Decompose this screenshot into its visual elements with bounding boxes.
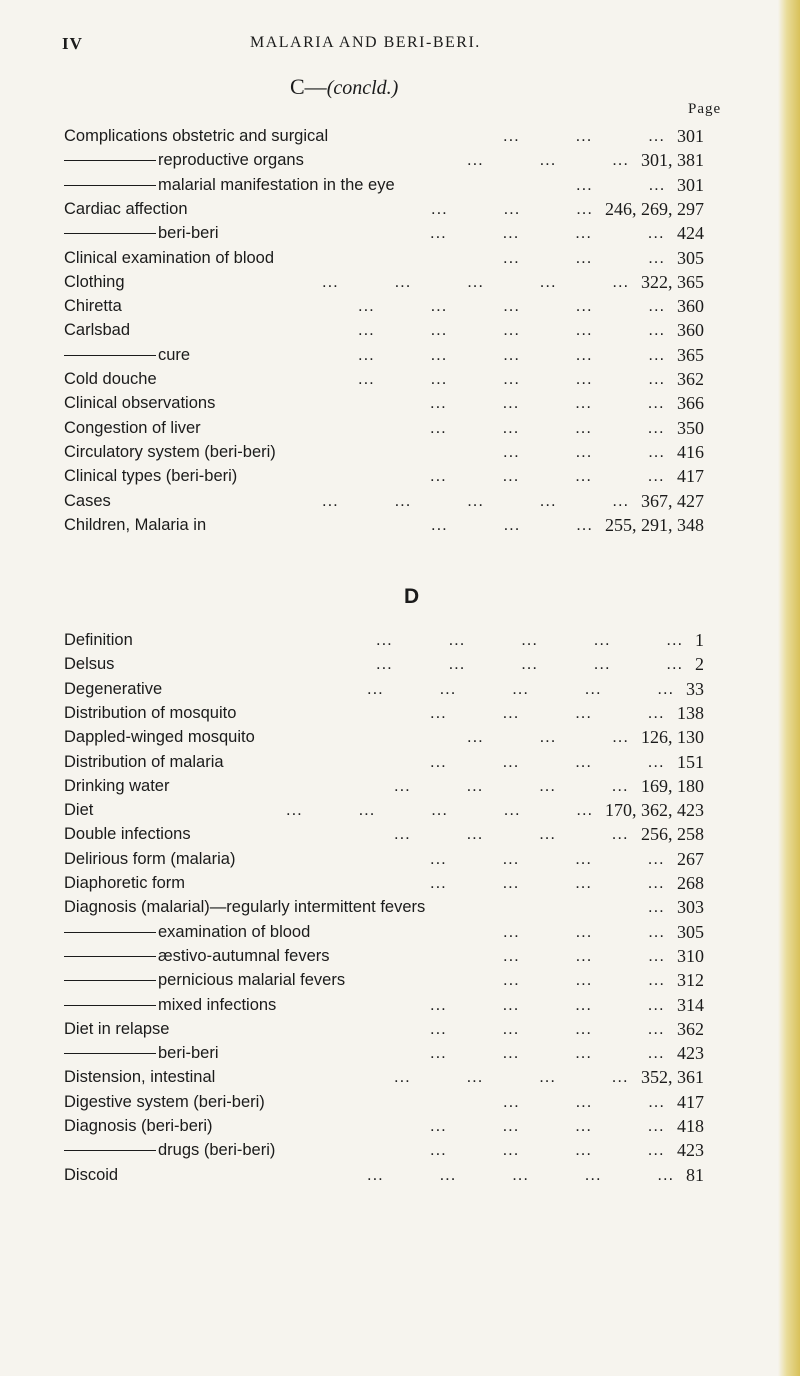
index-entry — [0, 1065, 800, 1089]
entry-pages: 303 — [677, 897, 704, 918]
leader-dots: ... ... ... — [503, 442, 665, 461]
index-entry — [0, 725, 800, 749]
index-entry — [0, 294, 800, 318]
entry-label: Double infections — [64, 825, 191, 844]
leader-dots: ... ... ... ... ... — [358, 345, 666, 364]
entry-label: mixed infections — [158, 995, 277, 1014]
entry-pages: 350 — [677, 417, 704, 438]
index-entry — [0, 173, 800, 197]
leader-dots: ... ... ... ... — [430, 1141, 665, 1160]
leader-dots: ... ... ... — [467, 728, 629, 747]
index-entry — [0, 464, 800, 488]
entry-label: Clinical examination of blood — [64, 248, 275, 267]
leader-dots: ... ... ... ... — [430, 224, 665, 243]
entry-label: Drinking water — [64, 776, 170, 795]
ditto-dash — [64, 1150, 156, 1151]
entry-pages: 417 — [677, 1091, 704, 1112]
entry-label: drugs (beri-beri) — [158, 1141, 276, 1160]
entry-pages: 310 — [677, 945, 704, 966]
entry-pages: 138 — [677, 702, 704, 723]
leader-dots: ... ... ... ... ... — [358, 297, 666, 316]
page-number: IV — [62, 34, 83, 53]
entry-pages: 423 — [677, 1043, 704, 1064]
index-entry — [0, 677, 800, 701]
entry-label: Dappled-winged mosquito — [64, 728, 255, 747]
entry-label: Delsus — [64, 655, 115, 674]
leader-dots: ... ... ... — [503, 1092, 665, 1111]
entry-label: beri-beri — [158, 224, 219, 243]
entry-label: æstivo-autumnal fevers — [158, 946, 330, 965]
entry-label: beri-beri — [158, 1044, 219, 1063]
index-entry — [0, 1041, 800, 1065]
index-entry — [0, 1090, 800, 1114]
index-entry — [0, 440, 800, 464]
entry-pages: 365 — [677, 344, 704, 365]
entry-label: Discoid — [64, 1165, 119, 1184]
entry-pages: 267 — [677, 848, 704, 869]
index-entry — [0, 246, 800, 270]
index-entry — [0, 920, 800, 944]
ditto-dash — [64, 956, 156, 957]
entry-label: Congestion of liver — [64, 418, 201, 437]
index-entry — [0, 628, 800, 652]
index-entry — [0, 1138, 800, 1162]
index-entry — [0, 750, 800, 774]
index-entry — [0, 1163, 800, 1187]
index-entry — [0, 822, 800, 846]
index-entry — [0, 197, 800, 221]
entry-pages: 362 — [677, 1018, 704, 1039]
ditto-dash — [64, 185, 156, 186]
index-entry — [0, 652, 800, 676]
entry-label: Delirious form (malaria) — [64, 849, 236, 868]
section-letter-c: C— — [290, 74, 327, 99]
entry-label: Diagnosis (malarial)—regularly intermittent fevers — [64, 898, 426, 917]
entry-pages: 169, 180 — [641, 775, 704, 796]
entry-pages: 418 — [677, 1116, 704, 1136]
leader-dots: ... ... ... ... ... — [322, 491, 630, 510]
leader-dots: ... ... ... ... — [430, 394, 665, 413]
entry-pages: 366 — [677, 393, 704, 414]
entry-pages: 305 — [677, 921, 704, 942]
entry-label: Chiretta — [64, 297, 122, 316]
entry-pages: 2 — [695, 654, 704, 675]
entry-pages: 126, 130 — [641, 727, 704, 748]
index-entry — [0, 343, 800, 367]
entry-label: Clinical types (beri-beri) — [64, 467, 238, 486]
entry-pages: 268 — [677, 873, 704, 893]
entry-pages: 246, 269, 297 — [605, 198, 704, 219]
entry-label: Distribution of mosquito — [64, 703, 237, 722]
leader-dots: ... ... ... ... ... — [322, 272, 630, 291]
leader-dots: ... ... ... — [503, 946, 665, 965]
leader-dots: ... ... ... ... — [430, 849, 665, 868]
leader-dots: ... ... ... — [503, 971, 665, 990]
entry-pages: 256, 258 — [641, 824, 704, 845]
entry-pages: 170, 362, 423 — [605, 800, 704, 821]
entry-label: Clinical observations — [64, 394, 216, 413]
entry-pages: 416 — [677, 441, 704, 462]
index-entry — [0, 944, 800, 968]
leader-dots: ... ... ... ... — [430, 752, 665, 771]
leader-dots: ... ... ... ... — [430, 467, 665, 486]
entry-label: reproductive organs — [158, 151, 304, 170]
entry-label: Children, Malaria in — [64, 515, 207, 534]
leader-dots: ... ... ... — [431, 515, 593, 534]
index-entry — [0, 1017, 800, 1041]
leader-dots: ... ... ... ... — [394, 776, 629, 795]
book-title: MALARIA AND BERI-BERI. — [250, 34, 481, 51]
leader-dots: ... ... ... — [503, 127, 665, 145]
entry-pages: 352, 361 — [641, 1067, 704, 1088]
leader-dots: ... ... ... ... — [430, 703, 665, 722]
index-entry — [0, 847, 800, 871]
leader-dots: ... ... ... ... — [430, 995, 665, 1014]
leader-dots: ... ... ... ... ... — [376, 631, 684, 649]
index-entry — [0, 774, 800, 798]
page-column-label: Page — [688, 101, 722, 117]
entry-pages: 301 — [677, 126, 704, 146]
entry-pages: 33 — [686, 678, 704, 699]
ditto-dash — [64, 980, 156, 981]
index-entry — [0, 513, 800, 537]
index-entry — [0, 318, 800, 342]
entry-label: Complications obstetric and surgical — [64, 127, 329, 145]
leader-dots: ... ... ... ... ... — [367, 679, 675, 698]
entry-label: examination of blood — [158, 922, 311, 941]
entry-pages: 1 — [695, 630, 704, 650]
entry-label: Diet — [64, 801, 94, 820]
leader-dots: ... ... ... ... — [430, 1019, 665, 1038]
index-entry — [0, 391, 800, 415]
entry-pages: 423 — [677, 1140, 704, 1161]
index-entry — [0, 124, 800, 148]
entry-pages: 301 — [677, 174, 704, 195]
leader-dots: ... ... ... ... — [430, 1117, 665, 1135]
leader-dots: ... ... ... ... — [430, 418, 665, 437]
entry-label: Distension, intestinal — [64, 1068, 216, 1087]
entry-pages: 360 — [677, 296, 704, 317]
leader-dots: ... ... ... — [503, 922, 665, 941]
leader-dots: ... ... ... ... ... — [358, 321, 666, 340]
ditto-dash — [64, 160, 156, 161]
leader-dots: ... ... ... ... — [394, 825, 629, 844]
index-entry — [0, 148, 800, 172]
ditto-dash — [64, 233, 156, 234]
index-entry — [0, 221, 800, 245]
index-entry — [0, 798, 800, 822]
index-entry — [0, 489, 800, 513]
entry-pages: 424 — [677, 223, 704, 244]
entry-pages: 322, 365 — [641, 271, 704, 292]
index-entry — [0, 701, 800, 725]
ditto-dash — [64, 1053, 156, 1054]
ditto-dash — [64, 1005, 156, 1006]
leader-dots: ... ... ... ... ... — [376, 655, 684, 674]
index-entry — [0, 416, 800, 440]
leader-dots: ... ... ... — [467, 151, 629, 170]
entry-pages: 151 — [677, 751, 704, 772]
leader-dots: ... ... ... — [503, 248, 665, 267]
index-entry — [0, 1114, 800, 1138]
leader-dots: ... — [648, 898, 665, 917]
entry-label: Clothing — [64, 272, 125, 291]
leader-dots: ... ... — [576, 175, 666, 194]
entry-pages: 314 — [677, 994, 704, 1015]
ditto-dash — [64, 355, 156, 356]
index-entry — [0, 968, 800, 992]
entry-label: Diaphoretic form — [64, 874, 186, 892]
entry-label: Diet in relapse — [64, 1019, 170, 1038]
entry-label: Distribution of malaria — [64, 752, 224, 771]
entry-label: cure — [158, 345, 191, 364]
entry-label: malarial manifestation in the eye — [158, 175, 395, 194]
leader-dots: ... ... ... ... — [430, 1044, 665, 1063]
entry-pages: 367, 427 — [641, 490, 704, 511]
entry-label: Cases — [64, 491, 111, 510]
entry-label: Definition — [64, 631, 133, 649]
entry-pages: 301, 381 — [641, 150, 704, 171]
entry-label: Cardiac affection — [64, 199, 188, 218]
entry-label: Degenerative — [64, 679, 163, 698]
leader-dots: ... ... ... ... ... — [367, 1165, 675, 1184]
section-subtitle: (concld.) — [326, 77, 399, 99]
entry-label: Digestive system (beri-beri) — [64, 1092, 265, 1111]
entry-pages: 81 — [686, 1164, 704, 1185]
entry-label: Diagnosis (beri-beri) — [64, 1117, 213, 1135]
ditto-dash — [64, 932, 156, 933]
entry-pages: 305 — [677, 247, 704, 268]
index-entry — [0, 270, 800, 294]
index-entry — [0, 895, 800, 919]
index-entry — [0, 871, 800, 895]
entry-pages: 362 — [677, 369, 704, 389]
leader-dots: ... ... ... ... ... — [286, 801, 594, 820]
entry-pages: 360 — [677, 320, 704, 341]
entry-pages: 417 — [677, 466, 704, 487]
leader-dots: ... ... ... ... ... — [358, 370, 666, 388]
index-entry — [0, 367, 800, 391]
entry-label: Carlsbad — [64, 321, 131, 340]
leader-dots: ... ... ... — [431, 199, 593, 218]
entry-label: pernicious malarial fevers — [158, 971, 346, 990]
index-entry — [0, 993, 800, 1017]
entry-label: Cold douche — [64, 370, 157, 388]
leader-dots: ... ... ... ... — [430, 874, 665, 892]
entry-label: Circulatory system (beri-beri) — [64, 442, 276, 461]
entry-pages: 255, 291, 348 — [605, 514, 704, 535]
leader-dots: ... ... ... ... — [394, 1068, 629, 1087]
section-heading-d: D — [404, 585, 420, 608]
entry-pages: 312 — [677, 970, 704, 991]
